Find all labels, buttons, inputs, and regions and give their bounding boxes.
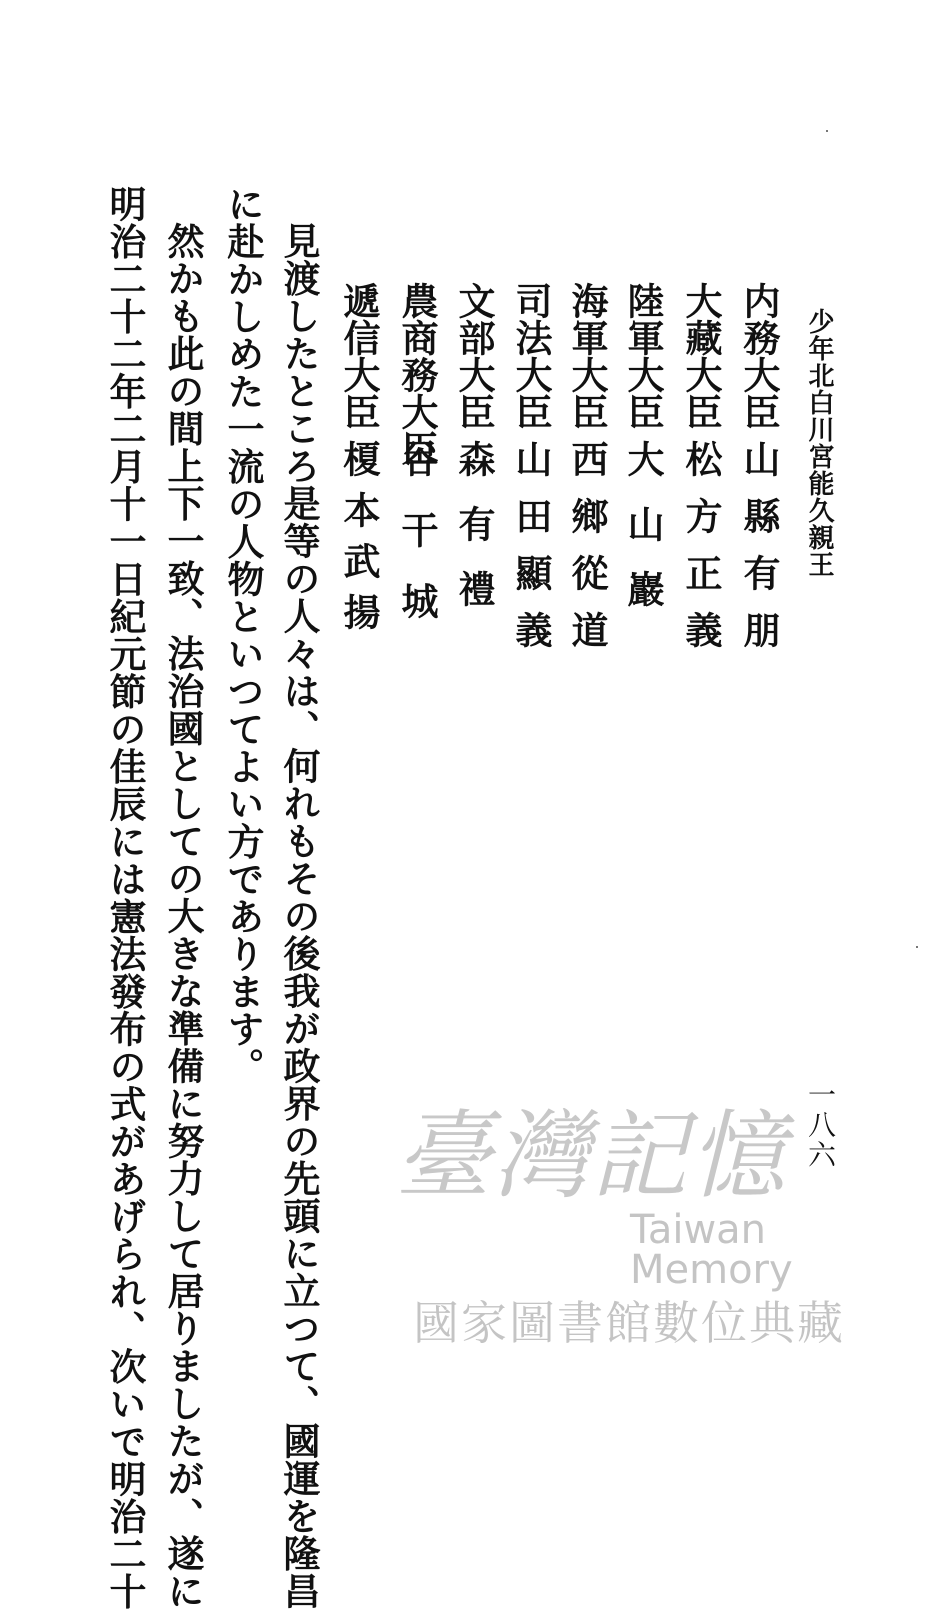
body-line: に赴かしめた一流の人物といつてよい方であります。 <box>221 185 265 1085</box>
minister-name: 山縣有朋 <box>737 440 781 668</box>
minister-name: 山田顯義 <box>509 440 553 668</box>
minister-office: 海軍大臣 <box>565 282 609 430</box>
margin-mark <box>916 946 918 948</box>
body-line: 明治二十二年二月十一日紀元節の佳辰には憲法發布の式があげられ、次いで明治二十 <box>103 185 147 1610</box>
watermark <box>395 1100 895 1350</box>
watermark-institution: 國家圖書館數位典藏 <box>413 1296 845 1350</box>
minister-office: 農商務大臣 <box>395 282 439 467</box>
minister-name: 松方正義 <box>679 440 723 668</box>
body-line: 見渡したところ是等の人々は、何れもその後我が政界の先頭に立つて、國運を隆昌 <box>277 222 321 1610</box>
minister-office: 遞信大臣 <box>337 282 381 430</box>
minister-office: 文部大臣 <box>452 282 496 430</box>
body-line: 然かも此の間上下一致、法治國としての大きな準備に努力して居りましたが、遂に <box>161 222 205 1610</box>
minister-office: 司法大臣 <box>509 282 553 430</box>
watermark-logo: 臺灣記憶 <box>395 1100 787 1212</box>
running-title: 少年北白川宮能久親王 <box>804 308 834 578</box>
minister-name: 森有禮 <box>452 440 496 635</box>
page-number: 一八六 <box>804 1080 837 1170</box>
minister-office: 大藏大臣 <box>679 282 723 430</box>
minister-name: 榎本武揚 <box>337 440 381 644</box>
minister-name: 谷干城 <box>395 440 439 653</box>
minister-name: 西鄉從道 <box>565 440 609 668</box>
minister-office: 陸軍大臣 <box>621 282 665 430</box>
margin-mark <box>826 130 828 132</box>
watermark-english: Taiwan Memory <box>630 1207 793 1293</box>
minister-office: 内務大臣 <box>737 282 781 430</box>
minister-name: 大山巖 <box>621 440 665 635</box>
